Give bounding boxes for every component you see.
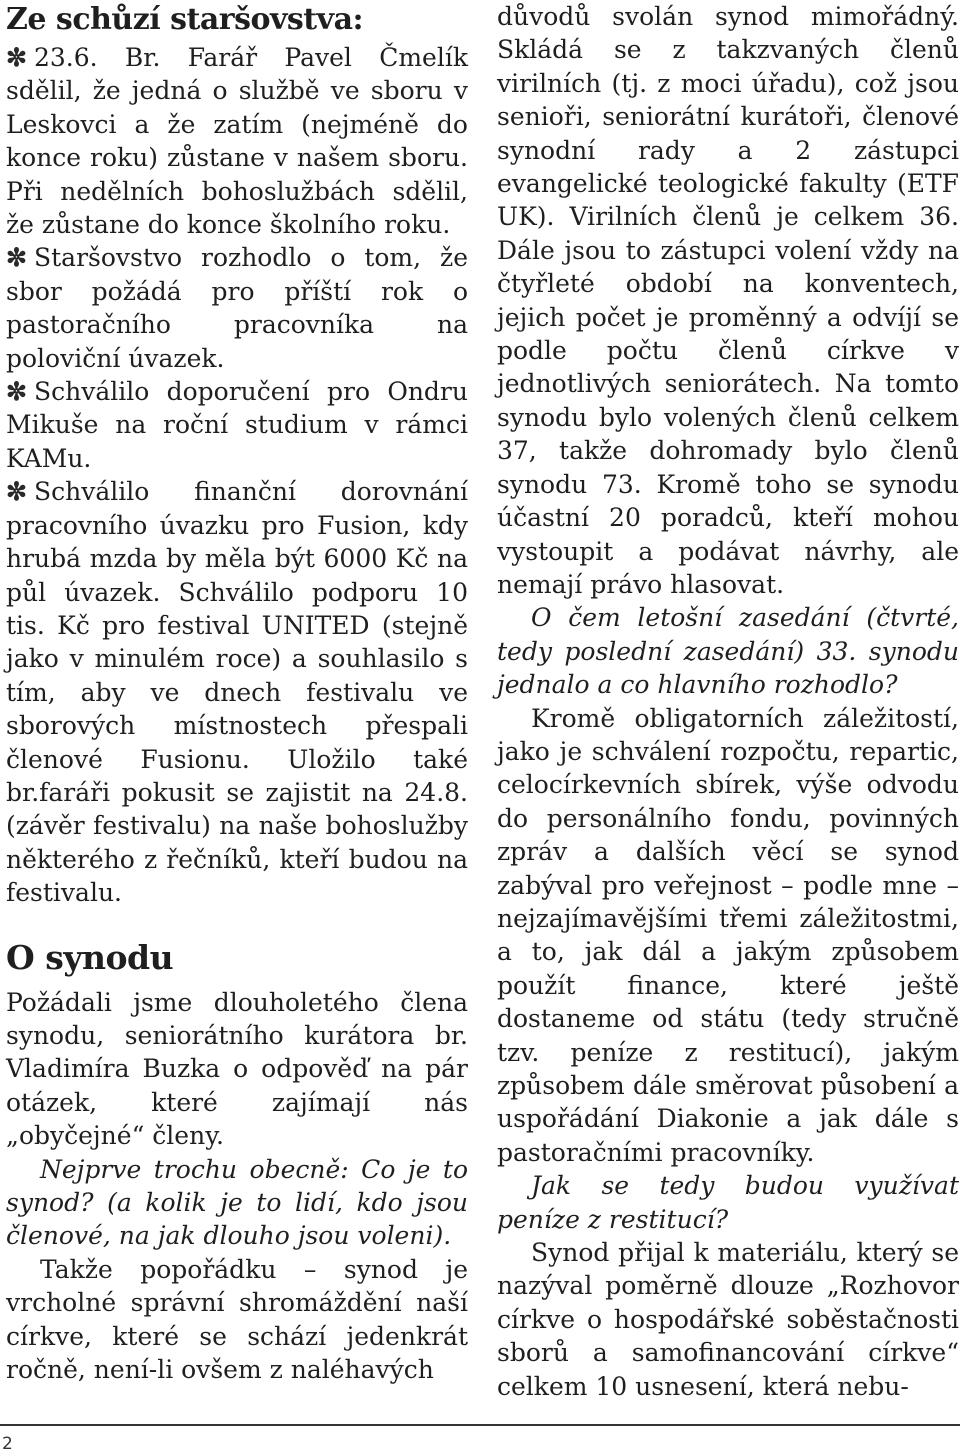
synod-answer-1-continued: důvodů svolán synod mimořádný. Skládá se z takzvaných členů virilních (tj. z moci úřadu), což jsou senioři, seniorátní kurátoři, členové synodní rady a 2 zástupci evangelické teologické fakulty (ETF UK). Virilních členů je celkem 36. Dále jsou to zástupci volení vždy na čtyřleté období na konventech, jejich počet je proměnný a odvíjí se podle počtu členů církve v jednotlivých seniorátech. Na tomto synodu bylo volených členů celkem 37, takže dohromady bylo členů synodu 73. Kromě toho se synodu účastní 20 poradců, kteří mohou vystoupit a podávat návrhy, ale nemají právo hlasovat. [497,2,959,599]
meeting-section-heading: Ze schůzí staršovstva: [6,2,364,37]
asterisk-bullet-icon: ✼ [6,43,27,72]
meeting-item-text: Schválilo finanční dorovnání pracovního úvazku pro Fusion, kdy hrubá mzda by měla být 6000 Kč na půl úvazek. Schválilo podporu 10 tis. Kč pro festival UNITED (stejně jako v minulém roce) a souhlasilo s tím, aby ve dnech festivalu ve sborových místnostech přespali členové Fusionu. Uložilo také br.faráři pokusit se zajistit na 24.8. (závěr festivalu) na naše bohoslužby některého z řečníků, kteří budou na festivalu. [6,477,468,908]
left-column [6,0,468,1386]
asterisk-bullet-icon: ✼ [6,477,27,507]
right-column [497,0,959,1403]
meeting-item-1 [6,41,468,241]
meeting-item-4 [6,475,468,909]
asterisk-bullet-icon: ✼ [6,377,27,407]
synod-question-1: Nejprve trochu obecně: Co je to synod? (a kolik je to lidí, kdo jsou členové, na jak dlouho jsou voleni). [6,1154,468,1251]
synod-answer-2: Kromě obligatorních záležitostí, jako je schválení rozpočtu, repartic, celocírkevních sbírek, výše odvodu do personálního fondu, povinných zpráv a dalších věcí se synod zabýval pro veřejnost – podle mne – nejzajímavějšími třemi záležitostmi, a to, jak dál a jakým způsobem použít finance, které ještě dostaneme od státu (tedy stručně tzv. peníze z restitucí), jakým způsobem dále směrovat působení a uspořádání Diakonie a jak dále s pastoračními pracovníky. [497,703,959,1167]
synod-section-heading: O synodu [6,937,174,977]
meeting-item-text: Staršovstvo rozhodlo o tom, že sbor požádá pro příští rok o pastoračního pracovníka na poloviční úvazek. [6,243,468,373]
meeting-item-text: Schválilo doporučení pro Ondru Mikuše na roční studium v rámci KAMu. [6,377,468,473]
meeting-item-3 [6,375,468,475]
synod-question-3: Jak se tedy budou využívat peníze z restitucí? [497,1171,959,1234]
page-number: 2 [2,1434,13,1454]
synod-question-2: O čem letošní zasedání (čtvrté, tedy poslední zasedání) 33. synodu jednalo a co hlavního rozhodlo? [497,603,959,700]
meeting-item-2 [6,241,468,375]
meeting-item-text: 23.6. Br. Farář Pavel Čmelík sdělil, že jedná o službě ve sboru v Leskovci a že zatím (nejméně do konce roku) zůstane v našem sboru. Při nedělních bohoslužbách sdělil, že zůstane do konce školního roku. [6,43,468,240]
asterisk-bullet-icon: ✼ [6,243,27,273]
synod-answer-3: Synod přijal k materiálu, který se nazýval poměrně dlouze „Rozhovor církve o hospodářské soběstačnosti sborů a samofinancování církve“ celkem 10 usnesení, která nebu- [497,1238,959,1401]
synod-answer-1: Takže popořádku – synod je vrcholné správní shromáždění naší církve, které se schází jedenkrát ročně, není-li ovšem z naléhavých [6,1254,468,1385]
page-footer-rule [0,1424,960,1426]
synod-intro-paragraph: Požádali jsme dlouholetého člena synodu, seniorátního kurátora br. Vladimíra Buzka o odpověď na pár otázek, které zajímají nás „obyčejné“ členy. [6,987,468,1151]
